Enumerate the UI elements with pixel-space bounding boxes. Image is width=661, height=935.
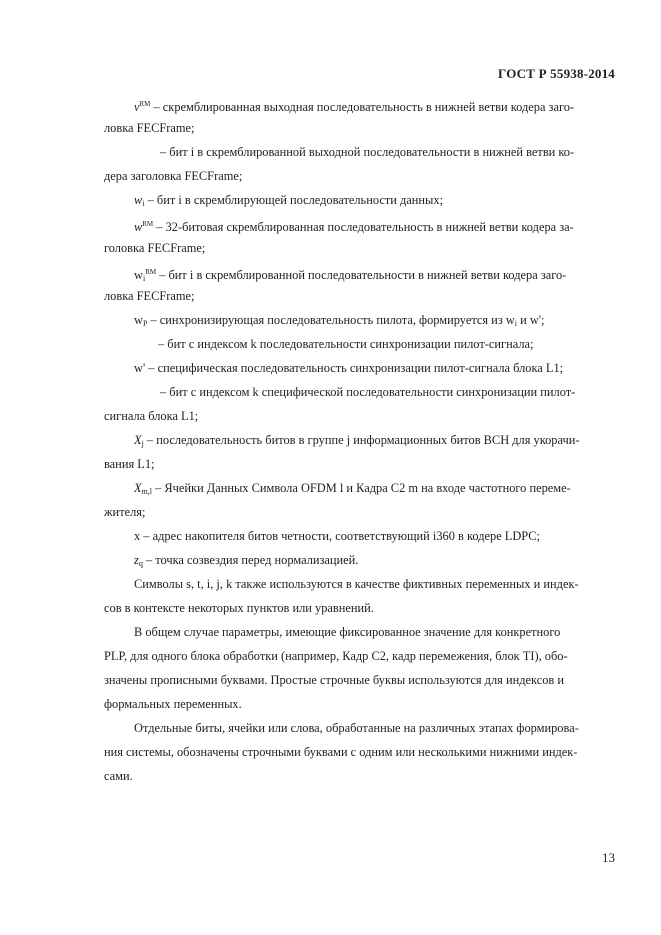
paragraph-line: Отдельные биты, ячейки или слова, обработанные на различных этапах формирова- — [134, 721, 579, 735]
definition-text: – Ячейки Данных Символа OFDM l и Кадра C2 m на входе частотного переме- — [152, 481, 571, 495]
definition-line: – бит с индексом k специфической последовательности синхронизации пилот- — [160, 385, 576, 399]
definition-continuation: жителя; — [104, 505, 146, 519]
definition-continuation: вания L1; — [104, 457, 155, 471]
paragraph-line: ния системы, обозначены строчными буквами с одним или несколькими нижними индек- — [104, 745, 578, 759]
definition-line — [134, 480, 571, 500]
superscript: RM — [139, 100, 151, 108]
definition-line: x – адрес накопителя битов четности, соответствующий i360 в кодере LDPC; — [134, 529, 540, 543]
definition-line — [134, 264, 566, 287]
subscript: P — [142, 319, 148, 328]
definition-continuation: ловка FECFrame; — [104, 121, 195, 135]
definition-line: – бит с индексом k последовательности синхронизации пилот-сигнала; — [158, 337, 534, 351]
symbol: z — [134, 553, 139, 567]
paragraph-line: формальных переменных. — [104, 697, 242, 711]
definition-line: – бит i в скремблированной выходной последовательности в нижней ветви ко- — [160, 145, 575, 159]
paragraph-line: В общем случае параметры, имеющие фиксированное значение для конкретного — [134, 625, 561, 639]
definition-text: – синхронизирующая последовательность пилота, формируется из w — [147, 313, 515, 327]
symbol: w — [134, 193, 143, 207]
symbol: v — [134, 100, 140, 114]
symbol: w — [134, 268, 143, 282]
paragraph-line: сов в контексте некоторых пунктов или уравнений. — [104, 601, 374, 615]
symbol: X — [134, 433, 142, 447]
definition-text: – 32-битовая скремблированная последовательность в нижней ветви кодера за- — [153, 220, 574, 234]
definition-line — [134, 432, 580, 452]
page-number: 13 — [602, 850, 615, 865]
definition-text: – скремблированная выходная последовательность в нижней ветви кодера заго- — [150, 100, 575, 114]
definition-text: – бит i в скремблирующей последовательности данных; — [144, 193, 444, 207]
definition-text: и w'; — [517, 313, 545, 327]
definition-line — [134, 216, 574, 235]
superscript: RM — [145, 268, 157, 276]
paragraph-line: Символы s, t, i, j, k также используются в качестве фиктивных переменных и индек- — [134, 577, 579, 591]
symbol: w — [134, 313, 143, 327]
definition-continuation: ловка FECFrame; — [104, 289, 195, 303]
definition-continuation: дера заголовка FECFrame; — [104, 169, 243, 183]
definition-text: – точка созвездия перед нормализацией. — [142, 553, 359, 567]
definition-text: – последовательность битов в группе j информационных битов BCH для укорачи- — [143, 433, 580, 447]
paragraph-line: сами. — [104, 769, 133, 783]
subscript: i — [142, 199, 145, 208]
superscript: RM — [142, 220, 154, 228]
definition-line — [134, 552, 358, 572]
definition-continuation: головка FECFrame; — [104, 241, 206, 255]
definition-line — [134, 312, 544, 332]
definition-line: w' – специфическая последовательность синхронизации пилот-сигнала блока L1; — [134, 361, 564, 375]
paragraph-line: значены прописными буквами. Простые строчные буквы используются для индексов и — [104, 673, 564, 687]
paragraph-line: PLP, для одного блока обработки (например, Кадр C2, кадр перемежения, блок TI), обо- — [104, 649, 568, 663]
subscript: m,l — [141, 487, 153, 496]
symbol: X — [134, 481, 142, 495]
subscript: q — [138, 559, 143, 568]
document-header: ГОСТ Р 55938-2014 — [498, 66, 615, 81]
definition-continuation: сигнала блока L1; — [104, 409, 199, 423]
subscript: i — [514, 319, 517, 328]
symbol: w — [134, 220, 143, 234]
definition-line — [134, 96, 574, 115]
definition-line — [134, 192, 443, 212]
subscript: j — [141, 439, 144, 448]
subscript: i — [142, 274, 146, 283]
definition-text: – бит i в скремблированной последовательности в нижней ветви кодера заго- — [156, 268, 567, 282]
